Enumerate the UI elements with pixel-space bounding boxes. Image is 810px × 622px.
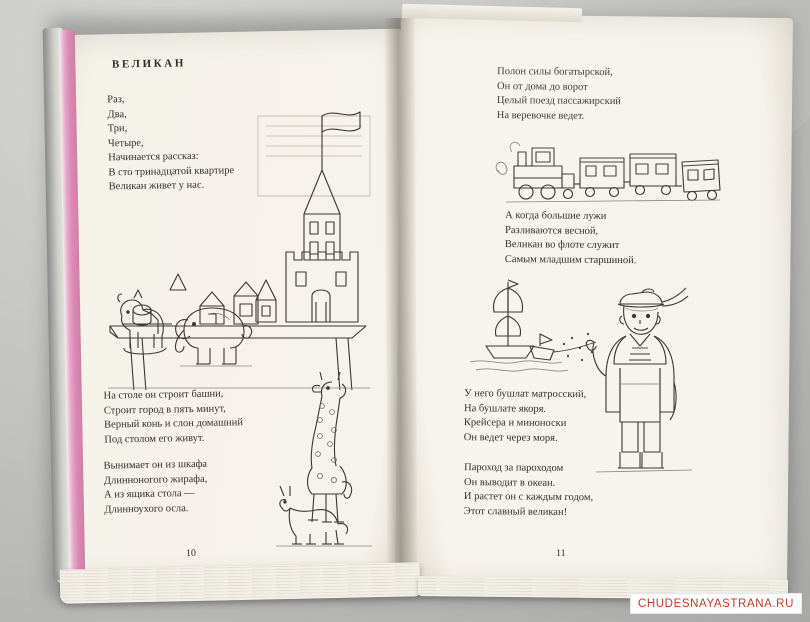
left-stanza-1: Раз, Два, Три, Четыре, Начинается рассказ: В сто тринадцатой квартире Великан живет у нас. [107, 94, 235, 193]
right-stanza-2: А когда большие лужи Разливаются весной, Великан во флоте служит Самым младшим старшиной. [504, 210, 637, 266]
right-stanza-4: Пароход за пароходом Он выводит в океан. И растет он с каждым годом, Этот славный великан! [463, 462, 594, 518]
toy-train-with-locomotive-and-carriages [492, 118, 724, 210]
left-page-number: 10 [185, 547, 197, 560]
watermark: CHUDESNAYASTRANA.RU [630, 593, 802, 614]
right-stanza-3: У него бушлат матросский, На бушлате якоря. Крейсера и миноноски Он ведет через моря. [463, 388, 587, 444]
giraffe-and-donkey-toys [276, 372, 380, 548]
left-stanza-2: На столе он строит башни, Строит город в пять минут, Верный конь и слон домашний Под столом его живут. [103, 388, 244, 446]
boy-sailor-with-toy-ships [456, 272, 720, 480]
toy-horse-and-elephant-under-table [112, 286, 282, 376]
poem-title: ВЕЛИКАН [111, 57, 187, 71]
left-stanza-3: Вынимает он из шкафа Длинноногого жирафа, А из ящика стола — Длинноухого осла. [103, 458, 208, 516]
right-stanza-1: Полон силы богатырской, Он от дома до ворот Целый поезд пассажирский На веревочке ведет. [496, 66, 622, 122]
book-gutter [385, 18, 418, 586]
right-page-number: 11 [555, 547, 566, 560]
